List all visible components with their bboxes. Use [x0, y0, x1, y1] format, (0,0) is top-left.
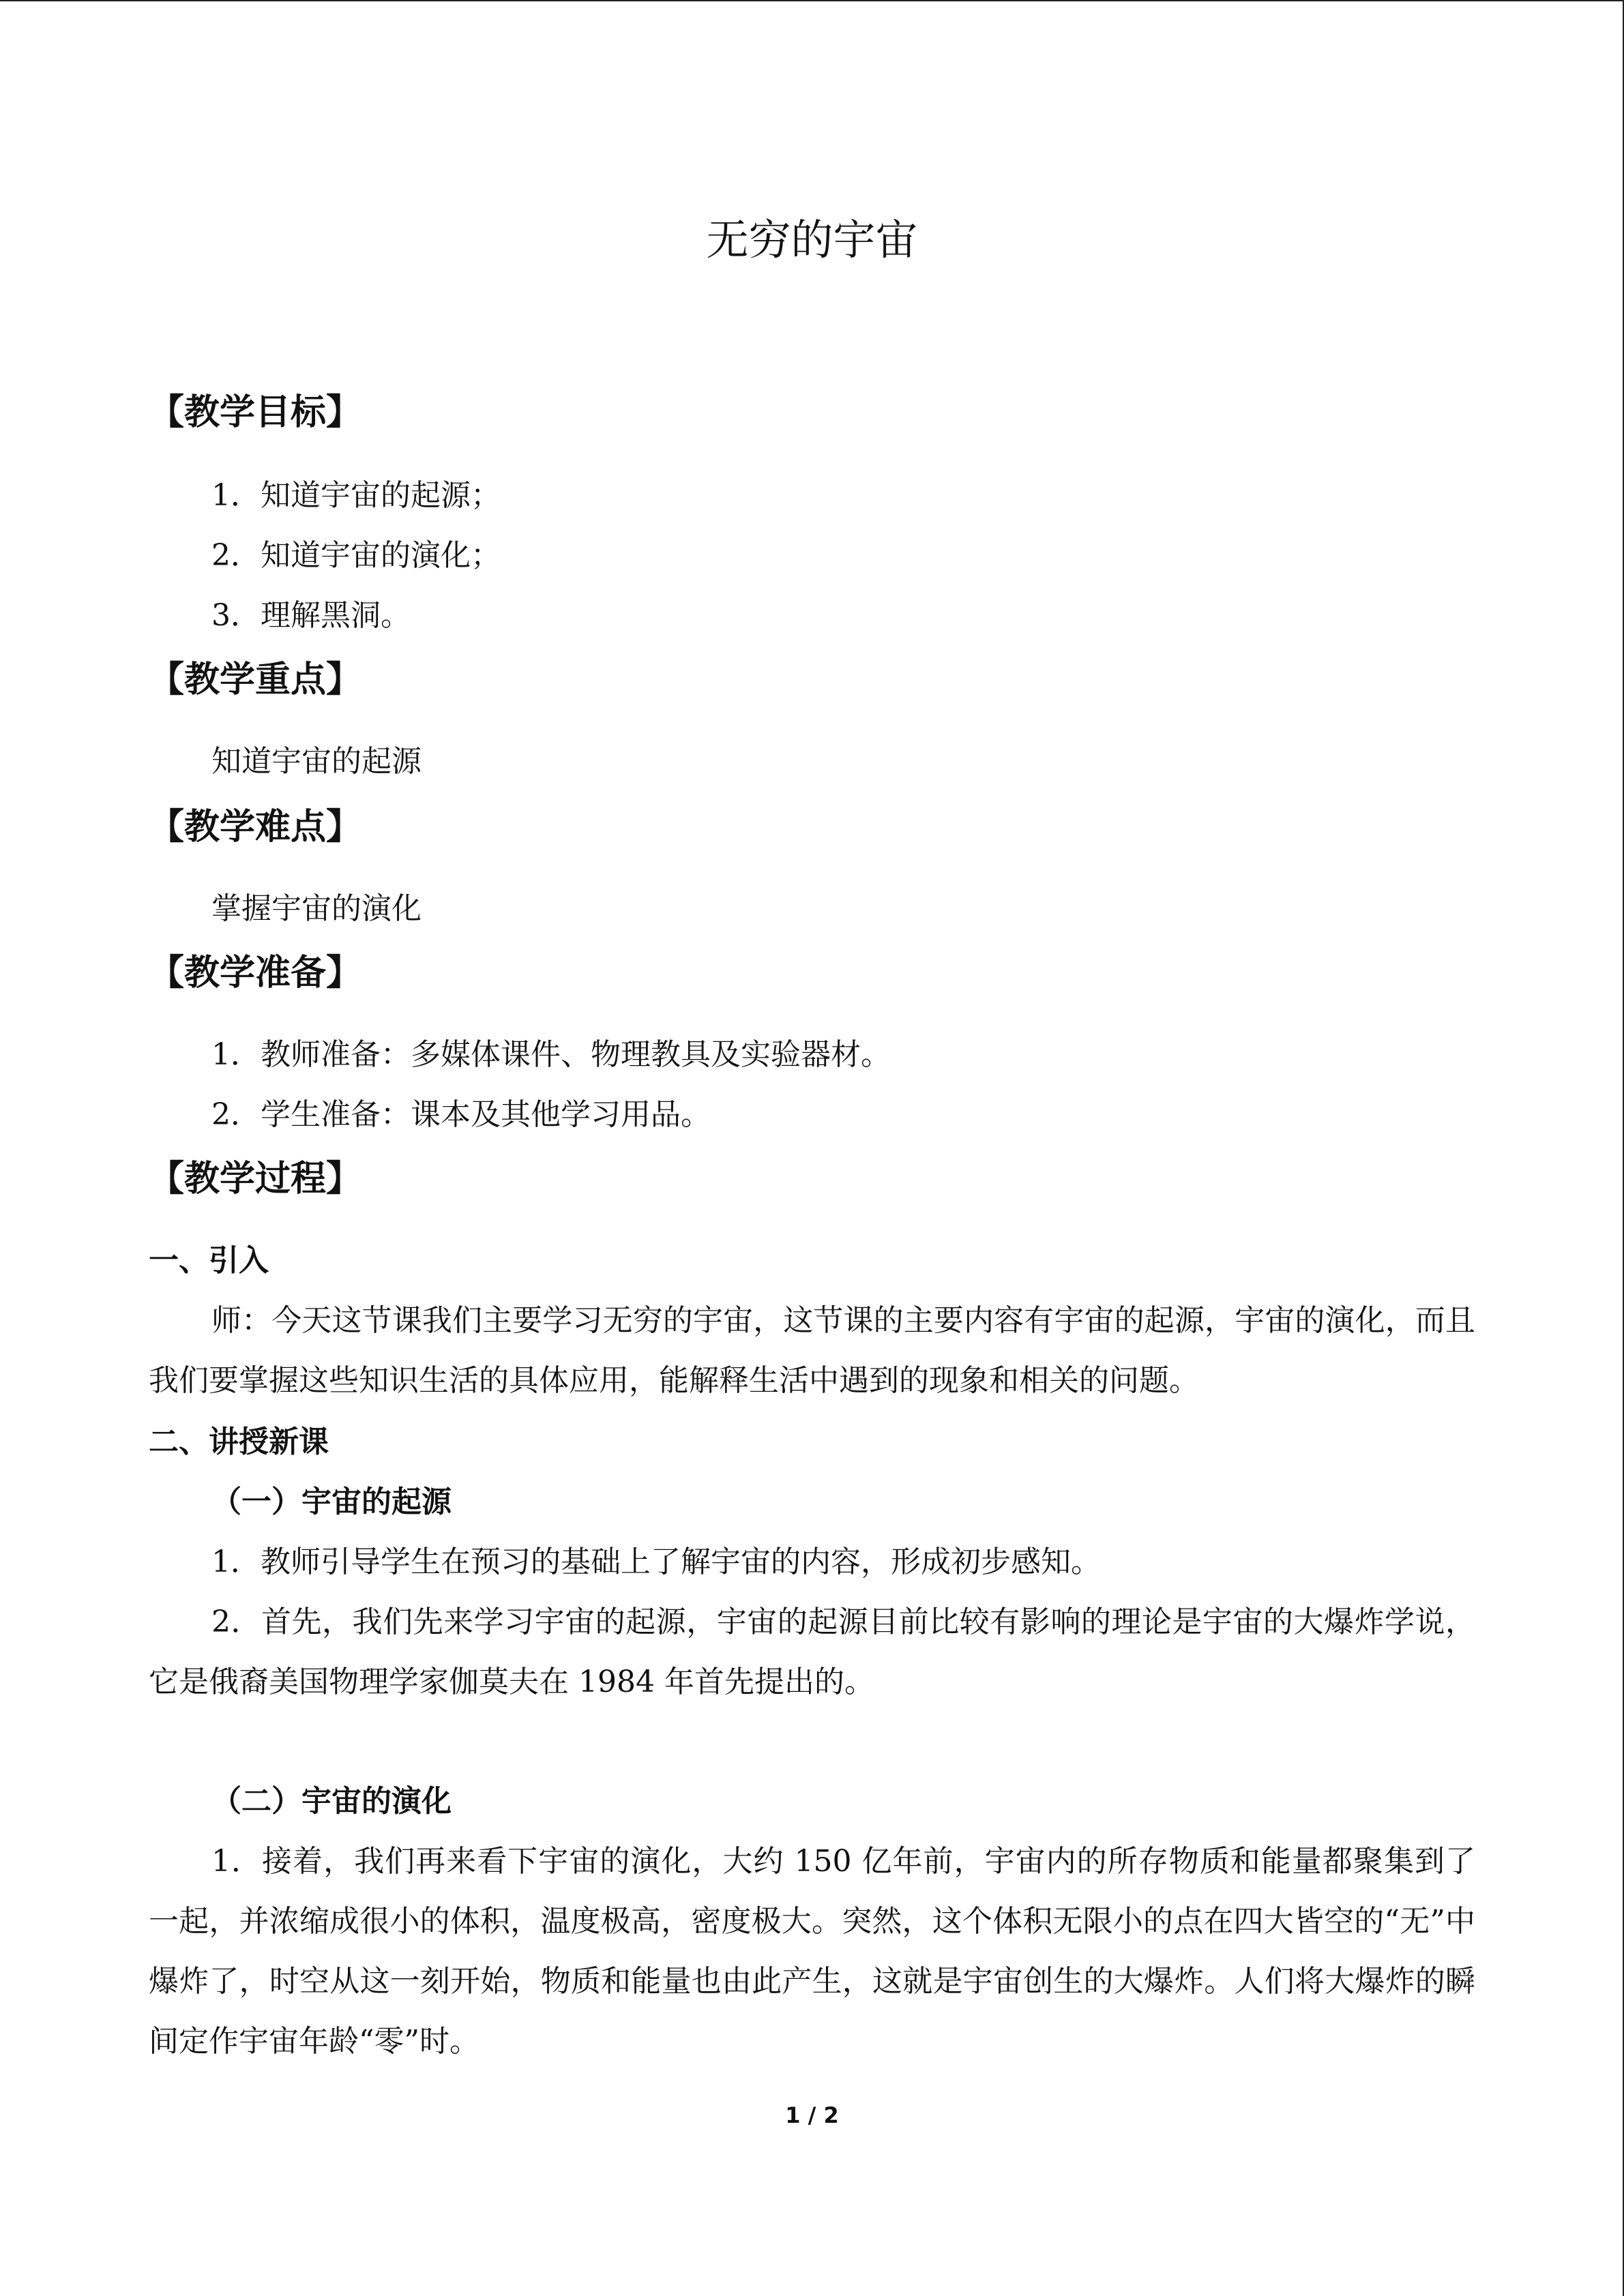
new-lesson-heading: 二、讲授新课 [149, 1425, 329, 1459]
origin-paragraph-2: 2．首先，我们先来学习宇宙的起源，宇宙的起源目前比较有影响的理论是宇宙的大爆炸学说，它是俄裔美国物理学家伽莫夫在 1984 年首先提出的。 [149, 1605, 1475, 1699]
origin-paragraph-1: 1．教师引导学生在预习的基础上了解宇宙的内容，形成初步感知。 [211, 1545, 1101, 1579]
objective-item-3: 3．理解黑洞。 [211, 598, 411, 633]
preparation-item-2: 2．学生准备：课本及其他学习用品。 [211, 1097, 711, 1132]
heading-objectives: 【教学目标】 [149, 392, 362, 433]
difficulties-text: 掌握宇宙的演化 [211, 891, 422, 926]
key-points-text: 知道宇宙的起源 [211, 744, 422, 779]
heading-preparation: 【教学准备】 [149, 953, 362, 994]
heading-difficulties: 【教学难点】 [149, 807, 362, 848]
intro-paragraph: 师：今天这节课我们主要学习无穷的宇宙，这节课的主要内容有宇宙的起源，宇宙的演化，而且我们要掌握这些知识生活的具体应用，能解释生活中遇到的现象和相关的问题。 [149, 1303, 1475, 1398]
heading-process: 【教学过程】 [149, 1159, 362, 1199]
evolution-paragraph-1: 1．接着，我们再来看下宇宙的演化，大约 150 亿年前，宇宙内的所存物质和能量都聚集到了一起，并浓缩成很小的体积，温度极高，密度极大。突然，这个体积无限小的点在四大皆空的“无”中爆炸了，时空从这一刻开始，物质和能量也由此产生，这就是宇宙创生的大爆炸。人们将大爆炸的瞬间定作宇宙年龄“零”时。 [149, 1844, 1475, 2059]
page-number: 1 / 2 [785, 2102, 839, 2128]
document-title: 无穷的宇宙 [706, 215, 918, 265]
objective-item-1: 1．知道宇宙的起源； [211, 478, 501, 513]
evolution-heading: （二）宇宙的演化 [211, 1784, 452, 1819]
origin-heading: （一）宇宙的起源 [211, 1485, 452, 1519]
preparation-item-1: 1．教师准备：多媒体课件、物理教具及实验器材。 [211, 1037, 891, 1072]
intro-heading: 一、引入 [149, 1243, 269, 1278]
objective-item-2: 2．知道宇宙的演化； [211, 538, 501, 573]
heading-key-points: 【教学重点】 [149, 659, 362, 700]
